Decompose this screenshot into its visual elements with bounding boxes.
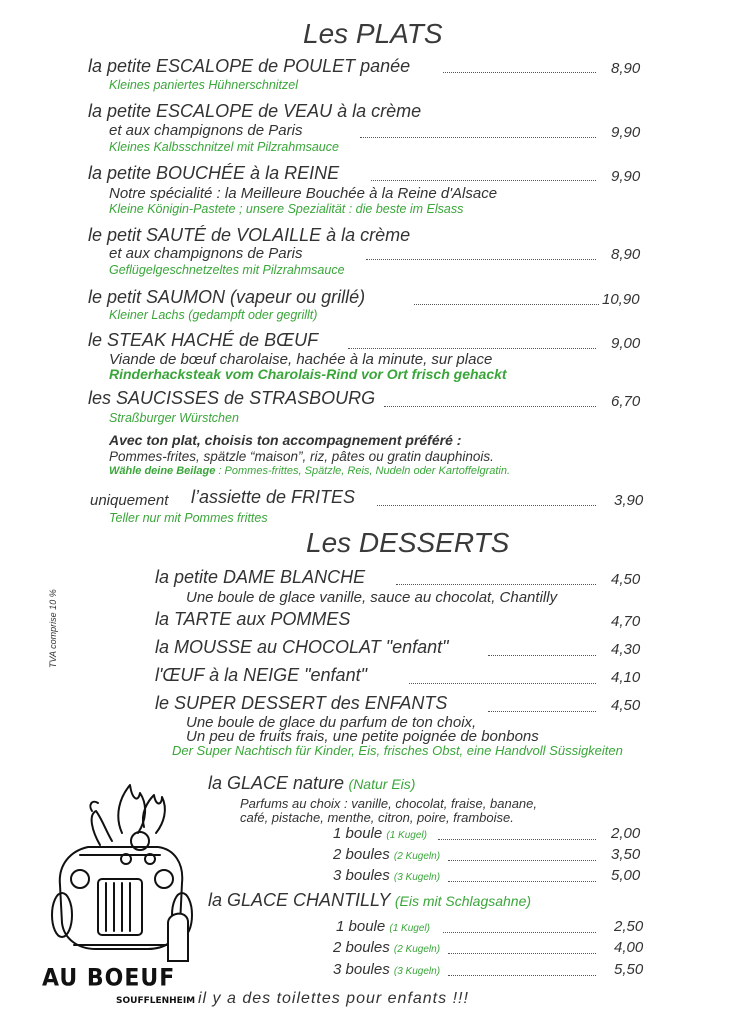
glace-flavours-line1: Parfums au choix : vanille, chocolat, fraise, banane, bbox=[240, 796, 537, 811]
dessert-price: 4,50 bbox=[611, 697, 641, 714]
dish-name: le STEAK HACHÉ de BŒUF bbox=[88, 330, 319, 350]
dot-leader bbox=[360, 137, 596, 138]
glace-row-label: 2 boules bbox=[333, 846, 390, 863]
glace-row-price: 5,00 bbox=[611, 867, 641, 884]
glace-row bbox=[333, 939, 440, 956]
dot-leader bbox=[448, 860, 596, 861]
dessert-description-line2: Un peu de fruits frais, une petite poignée de bonbons bbox=[186, 728, 539, 745]
dot-leader bbox=[448, 881, 596, 882]
glace-row-price: 4,00 bbox=[614, 939, 644, 956]
dish-translation: Straßburger Würstchen bbox=[109, 411, 239, 425]
dot-leader bbox=[371, 180, 596, 181]
side-dish-de-text: : Pommes-frittes, Spätzle, Reis, Nudeln oder Kartoffelgratin. bbox=[215, 465, 511, 477]
dessert-price: 4,30 bbox=[611, 641, 641, 658]
dessert-description: Une boule de glace vanille, sauce au chocolat, Chantilly bbox=[186, 589, 558, 606]
dish-price: 8,90 bbox=[611, 60, 641, 77]
dessert-name: la TARTE aux POMMES bbox=[155, 609, 351, 629]
dish-price: 9,00 bbox=[611, 335, 641, 352]
dessert-name: la petite DAME BLANCHE bbox=[155, 567, 366, 587]
dot-leader bbox=[488, 655, 596, 656]
dot-leader bbox=[414, 304, 599, 305]
glace-row-translation: (2 Kugeln) bbox=[393, 851, 441, 862]
side-dish-options: Pommes-frites, spätzle “maison”, riz, pâtes ou gratin dauphinois. bbox=[109, 449, 494, 464]
dot-leader bbox=[348, 348, 596, 349]
glace-row bbox=[333, 846, 440, 863]
dot-leader bbox=[396, 584, 596, 585]
dish-price: 9,90 bbox=[611, 168, 641, 185]
glace-row-label: 1 boule bbox=[336, 918, 386, 935]
glace-flavours-line2: café, pistache, menthe, citron, poire, framboise. bbox=[240, 810, 514, 825]
glace-row-translation: (1 Kugel) bbox=[386, 830, 427, 841]
glace-row bbox=[336, 918, 430, 935]
frites-prefix: uniquement bbox=[90, 492, 169, 509]
footer-note: il y a des toilettes pour enfants !!! bbox=[198, 990, 469, 1007]
logo-town: SOUFFLENHEIM bbox=[116, 996, 196, 1006]
dish-price: 10,90 bbox=[602, 291, 640, 308]
side-dish-de-label: Wähle deine Beilage bbox=[109, 465, 216, 477]
vat-note: TVA comprise 10 % bbox=[48, 589, 58, 668]
dish-name: le petit SAUMON (vapeur ou grillé) bbox=[88, 287, 366, 307]
glace-row-price: 5,50 bbox=[614, 961, 644, 978]
glace-row-label: 3 boules bbox=[333, 961, 390, 978]
dot-leader bbox=[366, 259, 596, 260]
dish-name: la petite ESCALOPE de VEAU à la crème bbox=[88, 101, 422, 121]
dot-leader bbox=[448, 975, 596, 976]
dish-name: le petit SAUTÉ de VOLAILLE à la crème bbox=[88, 225, 411, 245]
dish-price: 6,70 bbox=[611, 393, 641, 410]
logo-name: AU BOEUF bbox=[42, 964, 176, 993]
dot-leader bbox=[443, 932, 596, 933]
glace-row-translation: (3 Kugeln) bbox=[393, 872, 441, 883]
dish-price: 3,90 bbox=[614, 492, 644, 509]
dessert-price: 4,50 bbox=[611, 571, 641, 588]
dessert-price: 4,10 bbox=[611, 669, 641, 686]
side-dish-title: Avec ton plat, choisis ton accompagnement préféré : bbox=[109, 432, 462, 448]
glace-row bbox=[333, 961, 440, 978]
glace-nature-heading bbox=[208, 773, 415, 794]
dot-leader bbox=[438, 839, 596, 840]
glace-chantilly-heading bbox=[208, 890, 531, 911]
dot-leader bbox=[443, 72, 596, 73]
desserts-title: Les DESSERTS bbox=[306, 527, 510, 558]
dish-translation: Teller nur mit Pommes frittes bbox=[109, 511, 268, 525]
glace-row-price: 2,00 bbox=[611, 825, 641, 842]
dessert-description: Une boule de glace du parfum de ton choix, bbox=[186, 714, 477, 731]
dot-leader bbox=[448, 953, 596, 954]
dish-name: l’assiette de FRITES bbox=[191, 487, 356, 507]
dot-leader bbox=[384, 406, 596, 407]
dot-leader bbox=[409, 683, 596, 684]
dish-price: 9,90 bbox=[611, 124, 641, 141]
glace-chantilly-translation: (Eis mit Schlagsahne) bbox=[394, 893, 532, 909]
glace-row-price: 3,50 bbox=[611, 846, 641, 863]
dessert-name: l'ŒUF à la NEIGE "enfant" bbox=[155, 665, 367, 685]
dessert-translation: Der Super Nachtisch für Kinder, Eis, frisches Obst, eine Handvoll Süssigkeiten bbox=[172, 743, 623, 758]
glace-row-translation: (3 Kugeln) bbox=[393, 966, 441, 977]
glace-row-label: 1 boule bbox=[333, 825, 383, 842]
dessert-name: la MOUSSE au CHOCOLAT "enfant" bbox=[155, 637, 449, 657]
glace-row-translation: (2 Kugeln) bbox=[393, 944, 441, 955]
glace-row-translation: (1 Kugel) bbox=[389, 923, 430, 934]
glace-nature-title: la GLACE nature bbox=[208, 773, 345, 793]
glace-row bbox=[333, 867, 440, 884]
dish-price: 8,90 bbox=[611, 246, 641, 263]
glace-nature-translation: (Natur Eis) bbox=[348, 776, 416, 792]
dish-translation: Kleine Königin-Pastete ; unsere Spezialität : die beste im Elsass bbox=[109, 202, 464, 216]
glace-row-label: 2 boules bbox=[333, 939, 390, 956]
dish-description: Notre spécialité : la Meilleure Bouchée à la Reine d'Alsace bbox=[109, 185, 498, 202]
glace-row bbox=[333, 825, 427, 842]
dish-translation: Kleiner Lachs (gedampft oder gegrillt) bbox=[109, 308, 318, 322]
dish-name-line2: et aux champignons de Paris bbox=[109, 245, 303, 262]
dish-name: la petite ESCALOPE de POULET panée bbox=[88, 56, 411, 76]
dish-name-line2: et aux champignons de Paris bbox=[109, 122, 303, 139]
dish-translation: Geflügelgeschnetzeltes mit Pilzrahmsauce bbox=[109, 263, 345, 277]
dish-description: Viande de bœuf charolaise, hachée à la minute, sur place bbox=[109, 351, 493, 368]
dish-translation: Kleines Kalbsschnitzel mit Pilzrahmsauce bbox=[109, 140, 339, 154]
glace-row-label: 3 boules bbox=[333, 867, 390, 884]
glace-row-price: 2,50 bbox=[614, 918, 644, 935]
dish-name: la petite BOUCHÉE à la REINE bbox=[88, 163, 340, 183]
dish-translation: Kleines paniertes Hühnerschnitzel bbox=[109, 78, 298, 92]
plats-title: Les PLATS bbox=[303, 18, 443, 49]
dot-leader bbox=[377, 505, 596, 506]
dish-translation: Rinderhacksteak vom Charolais-Rind vor Ort frisch gehackt bbox=[109, 366, 507, 382]
dessert-price: 4,70 bbox=[611, 613, 641, 630]
dish-name: les SAUCISSES de STRASBOURG bbox=[88, 388, 376, 408]
car-illustration bbox=[40, 775, 200, 965]
glace-chantilly-title: la GLACE CHANTILLY bbox=[208, 890, 391, 910]
side-dish-translation bbox=[109, 465, 510, 477]
dot-leader bbox=[488, 711, 596, 712]
dessert-name: le SUPER DESSERT des ENFANTS bbox=[155, 693, 448, 713]
